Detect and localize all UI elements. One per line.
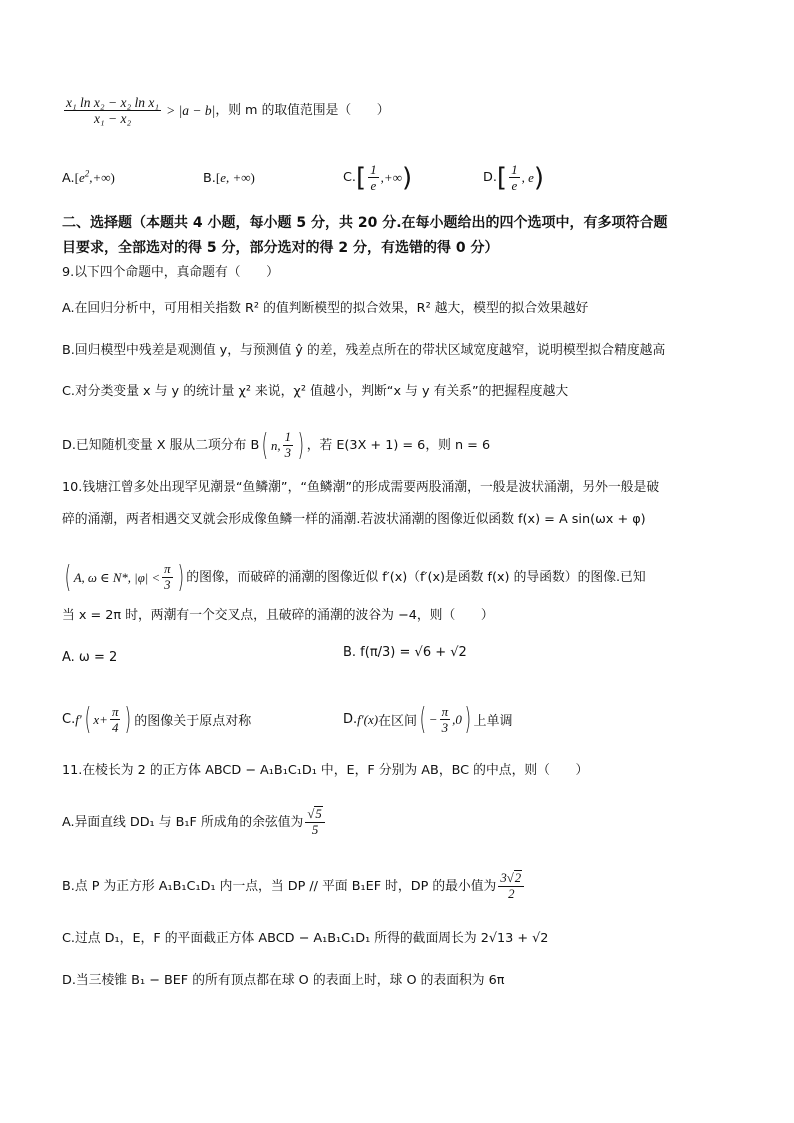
option-b-label: B.: [203, 170, 216, 186]
q10-option-c: C. f′ ( x+ $\frac{\pi}{4}$ ) 的图像关于原点对称: [62, 701, 252, 737]
q8-condition: [62, 95, 744, 126]
q10-line3-text: 的图像，而破碎的涌潮的图像近似 f′(x)（f′(x)是函数 f(x) 的导函数）的图像.已知: [186, 569, 646, 585]
option-b-interval: [e, +∞): [215, 170, 255, 185]
q10-option-d-text: 上单调: [473, 714, 513, 729]
q11-option-b-value: $\frac{3√2}{2}$: [498, 871, 524, 902]
q11-option-a-value: $\frac{√5}{5}$: [305, 807, 324, 838]
q10-line2: 碎的涌潮，两者相遇交叉就会形成像鱼鳞一样的涌潮.若波状涌潮的图像近似函数 f(x) = A sin(ωx + φ): [62, 512, 646, 527]
q8-question-tail: ，则 m 的取值范围是（ ）: [215, 102, 390, 118]
option-a-label: A.: [62, 170, 75, 186]
q9-option-b: B.回归模型中残差是观测值 y，与预测值 ŷ 的差，残差点所在的带状区域宽度越窄，说明模型拟合精度越高: [62, 343, 666, 358]
q11-option-b: [62, 871, 744, 902]
q10-option-c-text: 的图像关于原点对称: [134, 714, 252, 729]
q9-option-c: C.对分类变量 x 与 y 的统计量 χ² 来说，χ² 值越小，判断“x 与 y 有关系”的把握程度越大: [62, 384, 569, 399]
q9-option-a: A.在回归分析中，可用相关指数 R² 的值判断模型的拟合效果，R² 越大，模型的拟合效果越好: [62, 301, 589, 316]
q11-option-a: [62, 807, 744, 838]
q8-rhs: > |a − b|: [166, 102, 216, 118]
q8-option-c: C. [ $\frac{1}{e}$ ,+∞ ): [343, 162, 413, 193]
q8-option-b: [203, 170, 255, 186]
q9-option-d-suffix: ，若 E(3X + 1) = 6，则 n = 6: [306, 437, 491, 453]
q10-option-a: A. ω = 2: [62, 650, 118, 665]
q8-option-d: D. [ $\frac{1}{e}$ , e ): [483, 162, 545, 193]
q11-option-c: C.过点 D₁，E，F 的平面截正方体 ABCD − A₁B₁C₁D₁ 所得的截面周长为 2√13 + √2: [62, 931, 549, 946]
q10-option-d: D. f′(x) 在区间 ( − $\frac{\pi}{3}$ ,0 ) 上单调: [343, 701, 513, 737]
q10-line4: 当 x = 2π 时，两潮有一个交叉点，且破碎的涌潮的波谷为 −4，则（ ）: [62, 608, 494, 623]
q10-line1: 10.钱塘江曾多处出现罕见潮景“鱼鳞潮”，“鱼鳞潮”的形成需要两股涌潮，一般是波状涌潮，另外一般是破: [62, 480, 660, 495]
q11-option-b-text: B.点 P 为正方形 A₁B₁C₁D₁ 内一点，当 DP // 平面 B₁EF 时，DP 的最小值为: [62, 878, 497, 894]
q9-stem: 9.以下四个命题中，真命题有（ ）: [62, 265, 279, 280]
q8-fraction: [64, 95, 161, 126]
option-a-interval: $[e^2,+\infty)$: [74, 168, 115, 185]
q9-option-d: D.已知随机变量 X 服从二项分布 B ( n, $\frac{1}{3}$ ) ，若 E(3X + 1) = 6，则 n = 6: [62, 427, 491, 463]
option-d-label: D.: [483, 170, 497, 185]
q11-stem: 11.在棱长为 2 的正方体 ABCD − A₁B₁C₁D₁ 中，E，F 分别为 AB，BC 的中点，则（ ）: [62, 763, 589, 778]
q11-option-a-text: A.异面直线 DD₁ 与 B₁F 所成角的余弦值为: [62, 814, 304, 830]
q9-option-d-prefix: D.已知随机变量 X 服从二项分布 B: [62, 437, 260, 453]
q11-option-d: D.当三棱锥 B₁ − BEF 的所有顶点都在球 O 的表面上时，球 O 的表面积为 6π: [62, 973, 505, 988]
q10-option-b: B. f(π/3) = √6 + √2: [343, 645, 467, 660]
q8-fraction-denominator: x₁ − x₂: [93, 111, 132, 126]
q8-option-a: [62, 170, 115, 186]
q10-line3: ( A, ω ∈ N*, |φ| < $\frac{\pi}{3}$ ) 的图像，而破碎的涌潮的图像近似 f′(x)（f′(x)是函数 f(x) 的导函数）的图像.已知: [64, 559, 646, 595]
option-c-label: C.: [343, 170, 357, 185]
section-heading-line1: 二、选择题（本题共 4 小题，每小题 5 分，共 20 分.在每小题给出的四个选项中，有多项符合题: [62, 215, 668, 231]
section-heading-line2: 目要求，全部选对的得 5 分，部分选对的得 2 分，有选错的得 0 分）: [62, 240, 499, 256]
q8-fraction-numerator: x₁ ln x₂ − x₂ ln x₁: [66, 95, 160, 110]
